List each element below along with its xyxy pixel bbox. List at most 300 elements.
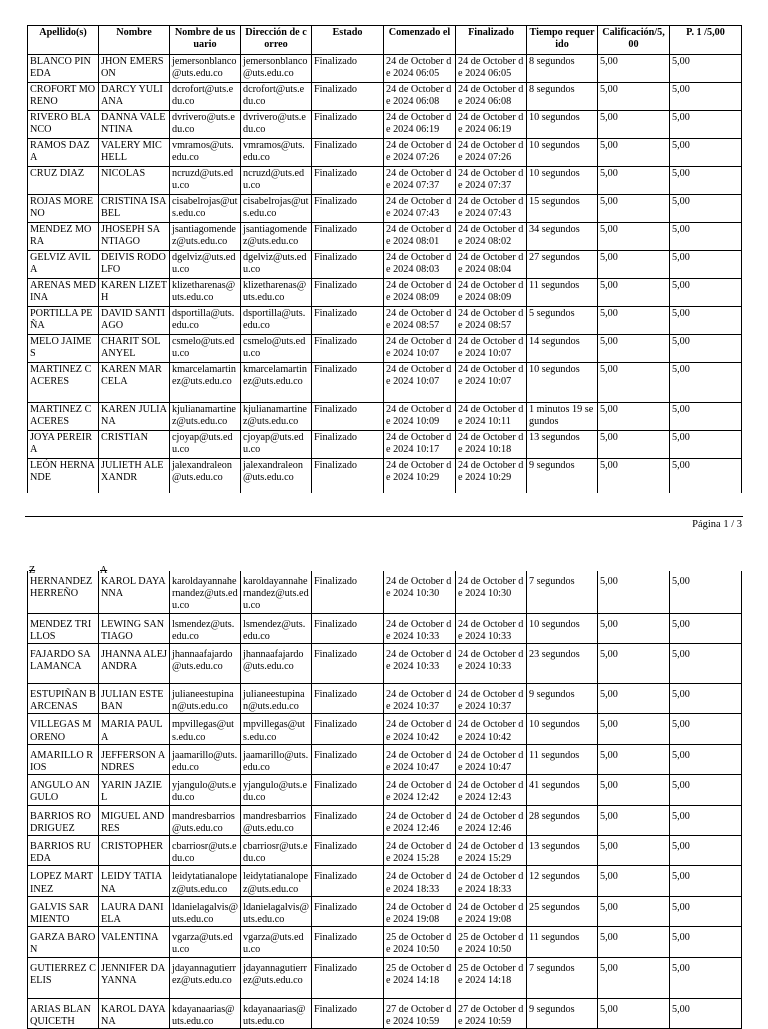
question-grade-cell: 5,00 bbox=[670, 927, 742, 957]
email-cell: cisabelrojas@uts.edu.co bbox=[241, 195, 312, 223]
started-cell: 24 de October de 2024 07:37 bbox=[384, 167, 456, 195]
finished-cell: 24 de October de 2024 10:30 bbox=[456, 571, 527, 613]
finished-cell: 24 de October de 2024 10:11 bbox=[456, 403, 527, 431]
question-grade-cell: 5,00 bbox=[670, 644, 742, 684]
surname-cell: RAMOS DAZA bbox=[28, 139, 99, 167]
header-row bbox=[28, 26, 742, 55]
table-row bbox=[28, 251, 742, 279]
status-cell: Finalizado bbox=[312, 363, 384, 403]
grade-cell: 5,00 bbox=[598, 55, 670, 83]
name-cell: VALENTINA bbox=[99, 927, 170, 957]
name-cell: LEIDY TATIANA bbox=[99, 866, 170, 896]
email-cell: dsportilla@uts.edu.co bbox=[241, 307, 312, 335]
table-row bbox=[28, 223, 742, 251]
question-grade-cell: 5,00 bbox=[670, 167, 742, 195]
table-row bbox=[28, 195, 742, 223]
surname-cell: BARRIOS RODRIGUEZ bbox=[28, 805, 99, 835]
duration-cell: 9 segundos bbox=[527, 459, 598, 493]
grade-cell: 5,00 bbox=[598, 335, 670, 363]
surname-cell: ROJAS MORENO bbox=[28, 195, 99, 223]
duration-cell: 8 segundos bbox=[527, 83, 598, 111]
finished-cell: 25 de October de 2024 14:18 bbox=[456, 957, 527, 998]
grade-cell: 5,00 bbox=[598, 431, 670, 459]
attempts-table-page-1 bbox=[27, 25, 742, 493]
duration-cell: 34 segundos bbox=[527, 223, 598, 251]
finished-cell: 24 de October de 2024 08:02 bbox=[456, 223, 527, 251]
duration-cell: 9 segundos bbox=[527, 998, 598, 1028]
table-row bbox=[28, 55, 742, 83]
name-cell: YARIN JAZIEL bbox=[99, 775, 170, 805]
duration-cell: 11 segundos bbox=[527, 927, 598, 957]
status-cell: Finalizado bbox=[312, 805, 384, 835]
grade-cell: 5,00 bbox=[598, 307, 670, 335]
status-cell: Finalizado bbox=[312, 111, 384, 139]
started-cell: 24 de October de 2024 10:42 bbox=[384, 714, 456, 744]
status-cell: Finalizado bbox=[312, 195, 384, 223]
table-row bbox=[28, 836, 742, 866]
status-cell: Finalizado bbox=[312, 279, 384, 307]
table-row bbox=[28, 775, 742, 805]
grade-cell: 5,00 bbox=[598, 927, 670, 957]
email-cell: dvrivero@uts.edu.co bbox=[241, 111, 312, 139]
started-cell: 24 de October de 2024 10:37 bbox=[384, 684, 456, 714]
grade-cell: 5,00 bbox=[598, 403, 670, 431]
started-cell: 24 de October de 2024 10:17 bbox=[384, 431, 456, 459]
finished-cell: 24 de October de 2024 08:04 bbox=[456, 251, 527, 279]
finished-cell: 24 de October de 2024 10:47 bbox=[456, 744, 527, 774]
table-row bbox=[28, 167, 742, 195]
grade-cell: 5,00 bbox=[598, 223, 670, 251]
table-row bbox=[28, 571, 742, 613]
started-cell: 24 de October de 2024 08:09 bbox=[384, 279, 456, 307]
finished-cell: 24 de October de 2024 07:26 bbox=[456, 139, 527, 167]
table-row bbox=[28, 957, 742, 998]
status-cell: Finalizado bbox=[312, 684, 384, 714]
name-cell: KAREN LIZETH bbox=[99, 279, 170, 307]
finished-cell: 24 de October de 2024 15:29 bbox=[456, 836, 527, 866]
username-cell: ncruzd@uts.edu.co bbox=[170, 167, 241, 195]
duration-cell: 10 segundos bbox=[527, 111, 598, 139]
finished-cell: 24 de October de 2024 08:57 bbox=[456, 307, 527, 335]
grade-cell: 5,00 bbox=[598, 363, 670, 403]
question-grade-cell: 5,00 bbox=[670, 998, 742, 1028]
question-grade-cell: 5,00 bbox=[670, 613, 742, 643]
email-cell: yjangulo@uts.edu.co bbox=[241, 775, 312, 805]
started-cell: 25 de October de 2024 14:18 bbox=[384, 957, 456, 998]
column-header-surname: Apellido(s) bbox=[28, 26, 99, 55]
table-row bbox=[28, 866, 742, 896]
started-cell: 24 de October de 2024 10:07 bbox=[384, 335, 456, 363]
question-grade-cell: 5,00 bbox=[670, 279, 742, 307]
finished-cell: 24 de October de 2024 10:42 bbox=[456, 714, 527, 744]
surname-cell: JOYA PEREIRA bbox=[28, 431, 99, 459]
name-cell: MARIA PAULA bbox=[99, 714, 170, 744]
grade-cell: 5,00 bbox=[598, 571, 670, 613]
status-cell: Finalizado bbox=[312, 139, 384, 167]
duration-cell: 10 segundos bbox=[527, 613, 598, 643]
email-cell: jsantiagomendez@uts.edu.co bbox=[241, 223, 312, 251]
duration-cell: 7 segundos bbox=[527, 571, 598, 613]
email-cell: jemersonblanco@uts.edu.co bbox=[241, 55, 312, 83]
started-cell: 24 de October de 2024 10:33 bbox=[384, 613, 456, 643]
started-cell: 24 de October de 2024 06:05 bbox=[384, 55, 456, 83]
email-cell: kdayanaarias@uts.edu.co bbox=[241, 998, 312, 1028]
table-row bbox=[28, 927, 742, 957]
name-cell: CRISTIAN bbox=[99, 431, 170, 459]
email-cell: dgelviz@uts.edu.co bbox=[241, 251, 312, 279]
started-cell: 24 de October de 2024 10:09 bbox=[384, 403, 456, 431]
grade-cell: 5,00 bbox=[598, 644, 670, 684]
started-cell: 24 de October de 2024 07:26 bbox=[384, 139, 456, 167]
username-cell: kjulianamartinez@uts.edu.co bbox=[170, 403, 241, 431]
name-cell: LEWING SANTIAGO bbox=[99, 613, 170, 643]
username-cell: klizetharenas@uts.edu.co bbox=[170, 279, 241, 307]
email-cell: kjulianamartinez@uts.edu.co bbox=[241, 403, 312, 431]
email-cell: mandresbarrios@uts.edu.co bbox=[241, 805, 312, 835]
question-grade-cell: 5,00 bbox=[670, 805, 742, 835]
question-grade-cell: 5,00 bbox=[670, 307, 742, 335]
name-cell: CRISTINA ISABEL bbox=[99, 195, 170, 223]
status-cell: Finalizado bbox=[312, 836, 384, 866]
started-cell: 24 de October de 2024 10:33 bbox=[384, 644, 456, 684]
duration-cell: 13 segundos bbox=[527, 836, 598, 866]
column-header-name: Nombre bbox=[99, 26, 170, 55]
duration-cell: 14 segundos bbox=[527, 335, 598, 363]
started-cell: 24 de October de 2024 10:29 bbox=[384, 459, 456, 493]
name-cell: VALERY MICHELL bbox=[99, 139, 170, 167]
duration-cell: 12 segundos bbox=[527, 866, 598, 896]
column-header-duration: Tiempo requerido bbox=[527, 26, 598, 55]
question-grade-cell: 5,00 bbox=[670, 836, 742, 866]
surname-cell: CRUZ DIAZ bbox=[28, 167, 99, 195]
grade-cell: 5,00 bbox=[598, 866, 670, 896]
name-cell: JEFFERSON ANDRES bbox=[99, 744, 170, 774]
surname-cell: MENDEZ TRILLOS bbox=[28, 613, 99, 643]
grade-cell: 5,00 bbox=[598, 836, 670, 866]
status-cell: Finalizado bbox=[312, 431, 384, 459]
username-cell: jemersonblanco@uts.edu.co bbox=[170, 55, 241, 83]
surname-cell: PORTILLA PEÑA bbox=[28, 307, 99, 335]
carry-over-surname-fragment: Z bbox=[29, 565, 36, 576]
started-cell: 24 de October de 2024 12:42 bbox=[384, 775, 456, 805]
email-cell: csmelo@uts.edu.co bbox=[241, 335, 312, 363]
carry-over-name-fragment: A bbox=[100, 565, 108, 576]
table-row bbox=[28, 613, 742, 643]
surname-cell: FAJARDO SALAMANCA bbox=[28, 644, 99, 684]
duration-cell: 7 segundos bbox=[527, 957, 598, 998]
started-cell: 24 de October de 2024 06:08 bbox=[384, 83, 456, 111]
table-row bbox=[28, 714, 742, 744]
email-cell: ldanielagalvis@uts.edu.co bbox=[241, 896, 312, 926]
finished-cell: 24 de October de 2024 12:43 bbox=[456, 775, 527, 805]
grade-cell: 5,00 bbox=[598, 896, 670, 926]
surname-cell: GUTIERREZ CELIS bbox=[28, 957, 99, 998]
finished-cell: 27 de October de 2024 10:59 bbox=[456, 998, 527, 1028]
status-cell: Finalizado bbox=[312, 896, 384, 926]
email-cell: julianeestupinan@uts.edu.co bbox=[241, 684, 312, 714]
table-row bbox=[28, 335, 742, 363]
status-cell: Finalizado bbox=[312, 459, 384, 493]
surname-cell: HERNANDEZ HERREÑO bbox=[28, 571, 99, 613]
finished-cell: 24 de October de 2024 10:33 bbox=[456, 613, 527, 643]
surname-cell: ESTUPIÑAN BARCENAS bbox=[28, 684, 99, 714]
table-row bbox=[28, 403, 742, 431]
name-cell: KAREN MARCELA bbox=[99, 363, 170, 403]
surname-cell: GELVIZ AVILA bbox=[28, 251, 99, 279]
duration-cell: 10 segundos bbox=[527, 363, 598, 403]
column-header-question-grade: P. 1 /5,00 bbox=[670, 26, 742, 55]
username-cell: jdayannagutierrez@uts.edu.co bbox=[170, 957, 241, 998]
duration-cell: 5 segundos bbox=[527, 307, 598, 335]
surname-cell: MARTINEZ CACERES bbox=[28, 363, 99, 403]
status-cell: Finalizado bbox=[312, 251, 384, 279]
table-row bbox=[28, 805, 742, 835]
surname-cell: CROFORT MORENO bbox=[28, 83, 99, 111]
question-grade-cell: 5,00 bbox=[670, 335, 742, 363]
grade-cell: 5,00 bbox=[598, 195, 670, 223]
question-grade-cell: 5,00 bbox=[670, 896, 742, 926]
duration-cell: 13 segundos bbox=[527, 431, 598, 459]
status-cell: Finalizado bbox=[312, 644, 384, 684]
status-cell: Finalizado bbox=[312, 866, 384, 896]
email-cell: jaamarillo@uts.edu.co bbox=[241, 744, 312, 774]
finished-cell: 24 de October de 2024 18:33 bbox=[456, 866, 527, 896]
started-cell: 24 de October de 2024 08:01 bbox=[384, 223, 456, 251]
name-cell: JHANNA ALEJANDRA bbox=[99, 644, 170, 684]
status-cell: Finalizado bbox=[312, 571, 384, 613]
started-cell: 24 de October de 2024 08:57 bbox=[384, 307, 456, 335]
column-header-email: Dirección de correo bbox=[241, 26, 312, 55]
table-row bbox=[28, 644, 742, 684]
email-cell: cjoyap@uts.edu.co bbox=[241, 431, 312, 459]
username-cell: kmarcelamartinez@uts.edu.co bbox=[170, 363, 241, 403]
finished-cell: 24 de October de 2024 10:33 bbox=[456, 644, 527, 684]
finished-cell: 24 de October de 2024 10:18 bbox=[456, 431, 527, 459]
surname-cell: MENDEZ MORA bbox=[28, 223, 99, 251]
username-cell: yjangulo@uts.edu.co bbox=[170, 775, 241, 805]
page-divider bbox=[25, 516, 743, 517]
surname-cell: LEÓN HERNANDE bbox=[28, 459, 99, 493]
name-cell: CRISTOPHER bbox=[99, 836, 170, 866]
surname-cell: LOPEZ MARTINEZ bbox=[28, 866, 99, 896]
username-cell: jalexandraleon@uts.edu.co bbox=[170, 459, 241, 493]
question-grade-cell: 5,00 bbox=[670, 83, 742, 111]
duration-cell: 28 segundos bbox=[527, 805, 598, 835]
status-cell: Finalizado bbox=[312, 714, 384, 744]
started-cell: 24 de October de 2024 07:43 bbox=[384, 195, 456, 223]
email-cell: mpvillegas@uts.edu.co bbox=[241, 714, 312, 744]
table-row bbox=[28, 83, 742, 111]
question-grade-cell: 5,00 bbox=[670, 459, 742, 493]
status-cell: Finalizado bbox=[312, 927, 384, 957]
username-cell: karoldayannahernandez@uts.edu.co bbox=[170, 571, 241, 613]
finished-cell: 25 de October de 2024 10:50 bbox=[456, 927, 527, 957]
username-cell: cbarriosr@uts.edu.co bbox=[170, 836, 241, 866]
email-cell: klizetharenas@uts.edu.co bbox=[241, 279, 312, 307]
table-row bbox=[28, 744, 742, 774]
name-cell: KAROL DAYANNA bbox=[99, 571, 170, 613]
duration-cell: 15 segundos bbox=[527, 195, 598, 223]
table-row bbox=[28, 896, 742, 926]
grade-cell: 5,00 bbox=[598, 139, 670, 167]
question-grade-cell: 5,00 bbox=[670, 251, 742, 279]
table-row bbox=[28, 307, 742, 335]
email-cell: ncruzd@uts.edu.co bbox=[241, 167, 312, 195]
surname-cell: AMARILLO RIOS bbox=[28, 744, 99, 774]
table-row bbox=[28, 459, 742, 493]
started-cell: 24 de October de 2024 19:08 bbox=[384, 896, 456, 926]
surname-cell: GALVIS SARMIENTO bbox=[28, 896, 99, 926]
started-cell: 24 de October de 2024 08:03 bbox=[384, 251, 456, 279]
name-cell: MIGUEL ANDRES bbox=[99, 805, 170, 835]
email-cell: jdayannagutierrez@uts.edu.co bbox=[241, 957, 312, 998]
status-cell: Finalizado bbox=[312, 403, 384, 431]
duration-cell: 8 segundos bbox=[527, 55, 598, 83]
question-grade-cell: 5,00 bbox=[670, 55, 742, 83]
username-cell: cjoyap@uts.edu.co bbox=[170, 431, 241, 459]
surname-cell: VILLEGAS MORENO bbox=[28, 714, 99, 744]
username-cell: ldanielagalvis@uts.edu.co bbox=[170, 896, 241, 926]
name-cell: DEIVIS RODOLFO bbox=[99, 251, 170, 279]
status-cell: Finalizado bbox=[312, 307, 384, 335]
table-row bbox=[28, 139, 742, 167]
grade-cell: 5,00 bbox=[598, 957, 670, 998]
started-cell: 25 de October de 2024 10:50 bbox=[384, 927, 456, 957]
email-cell: jhannaafajardo@uts.edu.co bbox=[241, 644, 312, 684]
grade-cell: 5,00 bbox=[598, 805, 670, 835]
surname-cell: BARRIOS RUEDA bbox=[28, 836, 99, 866]
email-cell: kmarcelamartinez@uts.edu.co bbox=[241, 363, 312, 403]
finished-cell: 24 de October de 2024 10:37 bbox=[456, 684, 527, 714]
email-cell: leidytatianalopez@uts.edu.co bbox=[241, 866, 312, 896]
name-cell: JULIETH ALEXANDR bbox=[99, 459, 170, 493]
duration-cell: 10 segundos bbox=[527, 139, 598, 167]
question-grade-cell: 5,00 bbox=[670, 775, 742, 805]
name-cell: LAURA DANIELA bbox=[99, 896, 170, 926]
finished-cell: 24 de October de 2024 07:37 bbox=[456, 167, 527, 195]
username-cell: jsantiagomendez@uts.edu.co bbox=[170, 223, 241, 251]
username-cell: csmelo@uts.edu.co bbox=[170, 335, 241, 363]
username-cell: dgelviz@uts.edu.co bbox=[170, 251, 241, 279]
question-grade-cell: 5,00 bbox=[670, 223, 742, 251]
grade-cell: 5,00 bbox=[598, 684, 670, 714]
started-cell: 24 de October de 2024 10:07 bbox=[384, 363, 456, 403]
grade-cell: 5,00 bbox=[598, 83, 670, 111]
question-grade-cell: 5,00 bbox=[670, 363, 742, 403]
username-cell: jaamarillo@uts.edu.co bbox=[170, 744, 241, 774]
grade-cell: 5,00 bbox=[598, 251, 670, 279]
email-cell: jalexandraleon@uts.edu.co bbox=[241, 459, 312, 493]
question-grade-cell: 5,00 bbox=[670, 744, 742, 774]
table-row bbox=[28, 998, 742, 1028]
email-cell: vmramos@uts.edu.co bbox=[241, 139, 312, 167]
started-cell: 24 de October de 2024 10:30 bbox=[384, 571, 456, 613]
finished-cell: 24 de October de 2024 10:07 bbox=[456, 335, 527, 363]
email-cell: vgarza@uts.edu.co bbox=[241, 927, 312, 957]
username-cell: mandresbarrios@uts.edu.co bbox=[170, 805, 241, 835]
grade-cell: 5,00 bbox=[598, 279, 670, 307]
question-grade-cell: 5,00 bbox=[670, 139, 742, 167]
name-cell: DARCY YULIANA bbox=[99, 83, 170, 111]
username-cell: dsportilla@uts.edu.co bbox=[170, 307, 241, 335]
table-row bbox=[28, 363, 742, 403]
question-grade-cell: 5,00 bbox=[670, 714, 742, 744]
duration-cell: 11 segundos bbox=[527, 744, 598, 774]
status-cell: Finalizado bbox=[312, 167, 384, 195]
duration-cell: 41 segundos bbox=[527, 775, 598, 805]
table-row bbox=[28, 431, 742, 459]
column-header-grade: Calificación/5,00 bbox=[598, 26, 670, 55]
duration-cell: 1 minutos 19 segundos bbox=[527, 403, 598, 431]
status-cell: Finalizado bbox=[312, 775, 384, 805]
status-cell: Finalizado bbox=[312, 957, 384, 998]
name-cell: JHON EMERSON bbox=[99, 55, 170, 83]
name-cell: DAVID SANTIAGO bbox=[99, 307, 170, 335]
name-cell: CHARIT SOLANYEL bbox=[99, 335, 170, 363]
started-cell: 24 de October de 2024 18:33 bbox=[384, 866, 456, 896]
duration-cell: 10 segundos bbox=[527, 714, 598, 744]
finished-cell: 24 de October de 2024 10:29 bbox=[456, 459, 527, 493]
username-cell: jhannaafajardo@uts.edu.co bbox=[170, 644, 241, 684]
finished-cell: 24 de October de 2024 19:08 bbox=[456, 896, 527, 926]
name-cell: DANNA VALENTINA bbox=[99, 111, 170, 139]
duration-cell: 25 segundos bbox=[527, 896, 598, 926]
table-row bbox=[28, 111, 742, 139]
status-cell: Finalizado bbox=[312, 613, 384, 643]
grade-cell: 5,00 bbox=[598, 613, 670, 643]
username-cell: julianeestupinan@uts.edu.co bbox=[170, 684, 241, 714]
finished-cell: 24 de October de 2024 08:09 bbox=[456, 279, 527, 307]
attempts-table-page-2 bbox=[27, 571, 742, 1029]
column-header-finished: Finalizado bbox=[456, 26, 527, 55]
username-cell: leidytatianalopez@uts.edu.co bbox=[170, 866, 241, 896]
status-cell: Finalizado bbox=[312, 744, 384, 774]
status-cell: Finalizado bbox=[312, 335, 384, 363]
name-cell: JENNIFER DAYANNA bbox=[99, 957, 170, 998]
question-grade-cell: 5,00 bbox=[670, 431, 742, 459]
question-grade-cell: 5,00 bbox=[670, 957, 742, 998]
surname-cell: ARENAS MEDINA bbox=[28, 279, 99, 307]
table-row bbox=[28, 279, 742, 307]
surname-cell: RIVERO BLANCO bbox=[28, 111, 99, 139]
username-cell: mpvillegas@uts.edu.co bbox=[170, 714, 241, 744]
table-row bbox=[28, 684, 742, 714]
duration-cell: 11 segundos bbox=[527, 279, 598, 307]
surname-cell: BLANCO PINEDA bbox=[28, 55, 99, 83]
email-cell: cbarriosr@uts.edu.co bbox=[241, 836, 312, 866]
grade-cell: 5,00 bbox=[598, 714, 670, 744]
name-cell: JULIAN ESTEBAN bbox=[99, 684, 170, 714]
finished-cell: 24 de October de 2024 07:43 bbox=[456, 195, 527, 223]
name-cell: JHOSEPH SANTIAGO bbox=[99, 223, 170, 251]
question-grade-cell: 5,00 bbox=[670, 195, 742, 223]
surname-cell: ARIAS BLANQUICETH bbox=[28, 998, 99, 1028]
finished-cell: 24 de October de 2024 06:08 bbox=[456, 83, 527, 111]
finished-cell: 24 de October de 2024 06:05 bbox=[456, 55, 527, 83]
username-cell: lsmendez@uts.edu.co bbox=[170, 613, 241, 643]
surname-cell: ANGULO ANGULO bbox=[28, 775, 99, 805]
duration-cell: 9 segundos bbox=[527, 684, 598, 714]
grade-cell: 5,00 bbox=[598, 111, 670, 139]
started-cell: 27 de October de 2024 10:59 bbox=[384, 998, 456, 1028]
name-cell: KAROL DAYANA bbox=[99, 998, 170, 1028]
question-grade-cell: 5,00 bbox=[670, 111, 742, 139]
started-cell: 24 de October de 2024 12:46 bbox=[384, 805, 456, 835]
column-header-username: Nombre de usuario bbox=[170, 26, 241, 55]
username-cell: cisabelrojas@uts.edu.co bbox=[170, 195, 241, 223]
status-cell: Finalizado bbox=[312, 223, 384, 251]
grade-cell: 5,00 bbox=[598, 998, 670, 1028]
